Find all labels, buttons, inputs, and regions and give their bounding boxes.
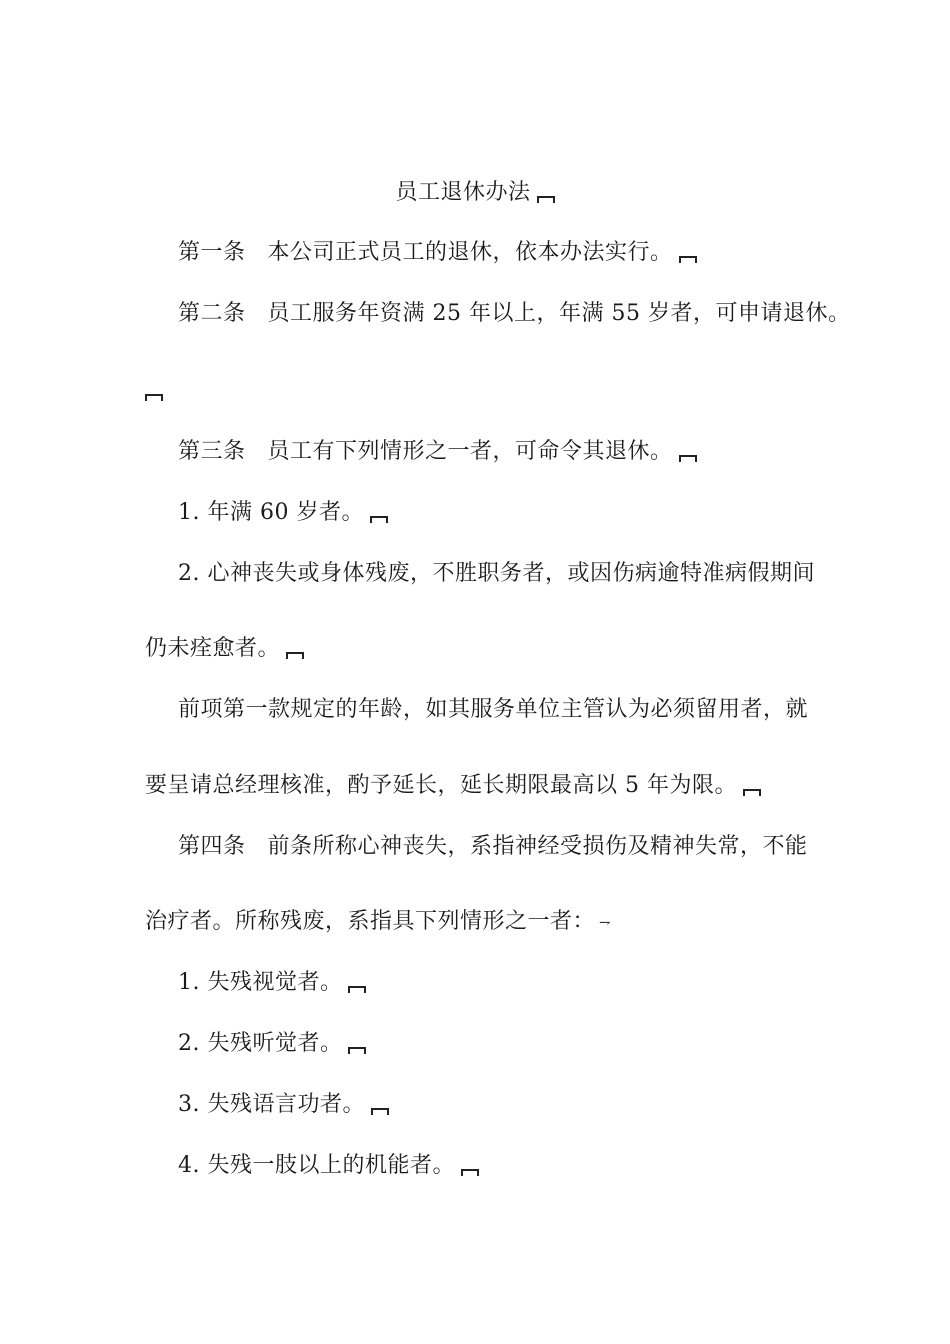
- article-4-line-1: [178, 832, 808, 862]
- article-1-label: 第一条: [178, 240, 246, 265]
- item-text: 仍未痊愈者。: [145, 636, 281, 661]
- paragraph-mark-icon: [370, 516, 388, 523]
- article-3: [178, 437, 697, 467]
- article-3-para-line-1: [178, 695, 808, 725]
- item-text: 2. 心神丧失或身体残废，不胜职务者，或因伤病逾特准病假期间: [178, 561, 815, 586]
- format-mark-icon: ⇁: [599, 915, 612, 931]
- article-3-item-2-line-1: [178, 559, 815, 589]
- title-text: 员工退休办法: [395, 180, 531, 205]
- paragraph-mark-icon: [743, 789, 761, 796]
- article-3-label: 第三条: [178, 439, 246, 464]
- article-3-item-1: [178, 498, 388, 528]
- article-4-item-1: [178, 968, 366, 998]
- item-text: 2. 失残听觉者。: [178, 1031, 343, 1056]
- paragraph-mark-icon: [371, 1108, 389, 1115]
- article-1-text: 本公司正式员工的退休，依本办法实行。: [267, 240, 673, 265]
- article-2-label: 第二条: [178, 301, 246, 326]
- article-1: [178, 238, 697, 268]
- article-4-text: 治疗者。所称残废，系指具下列情形之一者：: [145, 909, 596, 934]
- article-2: [178, 299, 850, 329]
- document-title: [0, 178, 950, 208]
- paragraph-mark-icon: [348, 1047, 366, 1054]
- article-3-item-2-line-2: [145, 634, 304, 664]
- paragraph-text: 要呈请总经理核准，酌予延长，延长期限最高以 5 年为限。: [145, 773, 737, 798]
- article-4-line-2: [145, 907, 611, 938]
- paragraph-mark-icon: [348, 986, 366, 993]
- paragraph-text: 前项第一款规定的年龄，如其服务单位主管认为必须留用者，就: [178, 697, 809, 722]
- paragraph-mark-icon: [537, 196, 555, 203]
- paragraph-mark-icon: [461, 1169, 479, 1176]
- paragraph-mark-icon: [286, 652, 304, 659]
- article-4-item-4: [178, 1151, 479, 1181]
- paragraph-mark-icon: [679, 256, 697, 263]
- item-text: 4. 失残一肢以上的机能者。: [178, 1153, 455, 1178]
- article-4-item-3: [178, 1090, 389, 1120]
- article-4-item-2: [178, 1029, 366, 1059]
- item-text: 3. 失残语言功者。: [178, 1092, 365, 1117]
- paragraph-mark-icon: [145, 394, 163, 401]
- article-2-end: [145, 376, 163, 406]
- article-3-text: 员工有下列情形之一者，可命令其退休。: [267, 439, 673, 464]
- article-4-text: 前条所称心神丧失，系指神经受损伤及精神失常，不能: [267, 834, 808, 859]
- item-text: 1. 年满 60 岁者。: [178, 500, 364, 525]
- article-2-text: 员工服务年资满 25 年以上，年满 55 岁者，可申请退休。: [267, 301, 851, 326]
- article-4-label: 第四条: [178, 834, 246, 859]
- paragraph-mark-icon: [679, 455, 697, 462]
- article-3-para-line-2: [145, 771, 761, 801]
- item-text: 1. 失残视觉者。: [178, 970, 343, 995]
